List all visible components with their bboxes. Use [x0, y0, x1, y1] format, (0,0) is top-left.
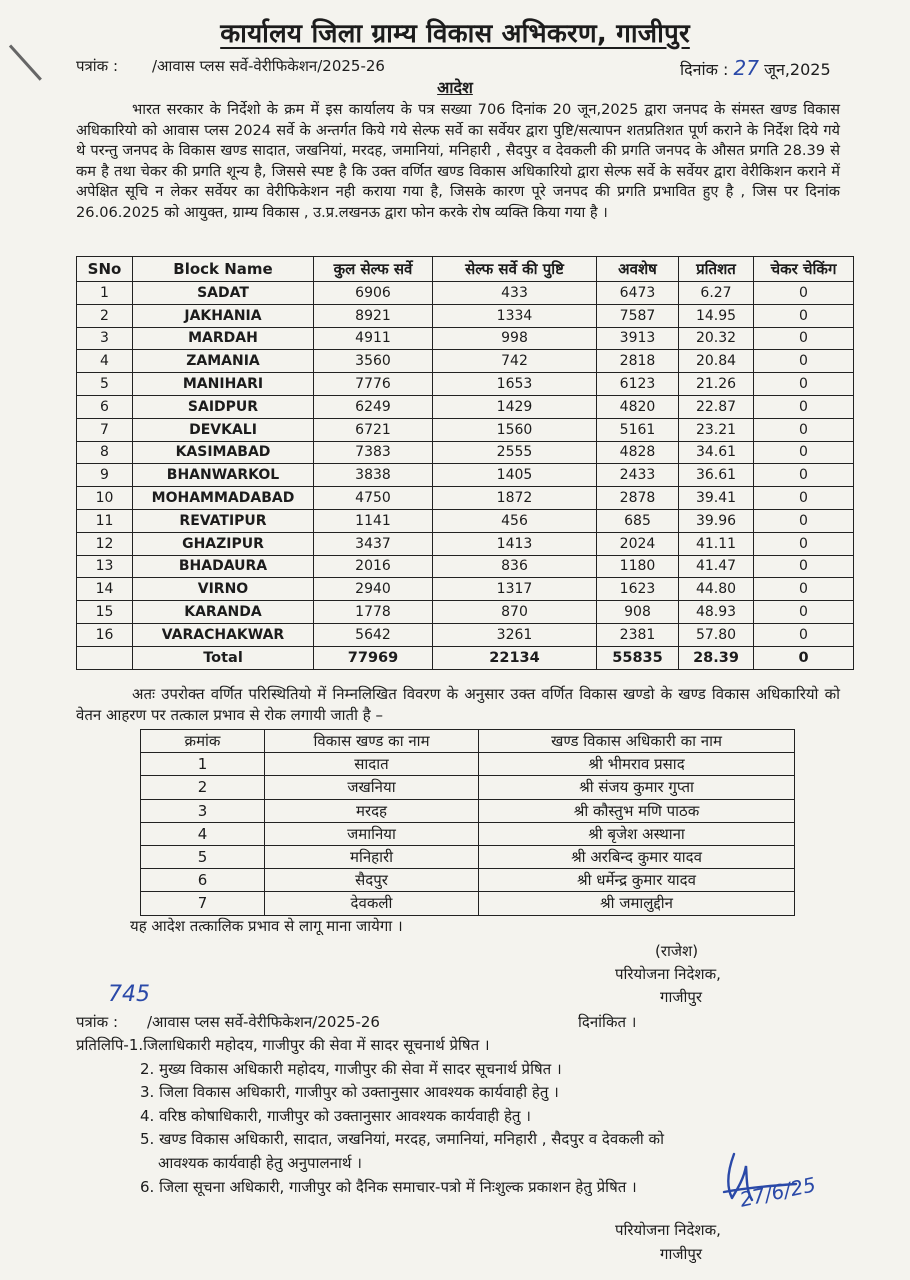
cell-confirmed: 1429: [433, 395, 597, 418]
total-row: [77, 646, 854, 669]
cell-sno: 10: [77, 487, 133, 510]
table-row: [77, 418, 854, 441]
handwritten-date: 27/6/25: [737, 1172, 818, 1212]
bdo-cell-block: देवकली: [265, 892, 479, 915]
cell-checker: 0: [754, 304, 854, 327]
dinank-month-year: जून,2025: [764, 60, 831, 79]
bdo-col-block: विकास खण्ड का नाम: [265, 730, 479, 753]
cell-confirmed: 1872: [433, 487, 597, 510]
cell-block-name: DEVKALI: [133, 418, 314, 441]
cell-checker: 0: [754, 509, 854, 532]
bdo-cell-officer: श्री कौस्तुभ मणि पाठक: [479, 799, 795, 822]
cell-percent: 21.26: [679, 373, 754, 396]
bdo-cell-block: सैदपुर: [265, 869, 479, 892]
bdo-row: [141, 845, 795, 868]
total-checker: 0: [754, 646, 854, 669]
table-row: [77, 555, 854, 578]
progress-table: [76, 256, 854, 670]
cell-block-name: MOHAMMADABAD: [133, 487, 314, 510]
cell-confirmed: 1413: [433, 532, 597, 555]
total-label: Total: [133, 646, 314, 669]
cell-confirmed: 998: [433, 327, 597, 350]
cell-block-name: MARDAH: [133, 327, 314, 350]
signature2-place: गाजीपुर: [660, 1245, 703, 1263]
cell-percent: 41.47: [679, 555, 754, 578]
copy-item-2: 2. मुख्य विकास अधिकारी महोदय, गाजीपुर की सेवा में सादर सूचनार्थ प्रेषित ।: [140, 1059, 562, 1078]
cell-remaining: 7587: [597, 304, 679, 327]
cell-confirmed: 3261: [433, 623, 597, 646]
cell-percent: 6.27: [679, 282, 754, 305]
cell-percent: 44.80: [679, 578, 754, 601]
bdo-col-serial: क्रमांक: [141, 730, 265, 753]
col-sno: SNo: [77, 257, 133, 282]
col-checker: चेकर चेकिंग: [754, 257, 854, 282]
bdo-table-body: [141, 753, 795, 915]
table-row: [77, 282, 854, 305]
cell-checker: 0: [754, 441, 854, 464]
cell-percent: 22.87: [679, 395, 754, 418]
cell-percent: 57.80: [679, 623, 754, 646]
cell-remaining: 5161: [597, 418, 679, 441]
cell-block-name: REVATIPUR: [133, 509, 314, 532]
cell-percent: 41.11: [679, 532, 754, 555]
cell-remaining: 6473: [597, 282, 679, 305]
col-block-name: Block Name: [133, 257, 314, 282]
bdo-cell-block: जमानिया: [265, 822, 479, 845]
cell-block-name: GHAZIPUR: [133, 532, 314, 555]
bdo-cell-serial: 2: [141, 776, 265, 799]
dispatch-patrank-value: /आवास प्लस सर्वे-वेरीफिकेशन/2025-26: [147, 1013, 380, 1031]
effect-line: यह आदेश तत्कालिक प्रभाव से लागू माना जायेगा ।: [130, 917, 403, 935]
table-row: [77, 509, 854, 532]
bdo-cell-officer: श्री संजय कुमार गुप्ता: [479, 776, 795, 799]
cell-percent: 20.84: [679, 350, 754, 373]
cell-confirmed: 1405: [433, 464, 597, 487]
cell-block-name: KARANDA: [133, 601, 314, 624]
bdo-cell-serial: 3: [141, 799, 265, 822]
cell-percent: 39.96: [679, 509, 754, 532]
dispatch-number-handwritten: 745: [108, 982, 150, 1007]
cell-confirmed: 870: [433, 601, 597, 624]
table-row: [77, 304, 854, 327]
cell-sno: 4: [77, 350, 133, 373]
patrank-label: पत्रांक :: [76, 57, 119, 75]
cell-sno: 1: [77, 282, 133, 305]
bdo-cell-serial: 1: [141, 753, 265, 776]
dispatch-patrank-label: पत्रांक :: [76, 1013, 119, 1031]
cell-remaining: 1623: [597, 578, 679, 601]
bdo-table: [140, 729, 795, 916]
bdo-cell-officer: श्री जमालुद्दीन: [479, 892, 795, 915]
cell-total-survey: 4911: [314, 327, 433, 350]
cell-remaining: 4828: [597, 441, 679, 464]
cell-checker: 0: [754, 418, 854, 441]
order-heading: आदेश: [437, 78, 473, 97]
copy-item-5-continued: आवश्यक कार्यवाही हेतु अनुपालनार्थ ।: [158, 1153, 362, 1172]
cell-confirmed: 1560: [433, 418, 597, 441]
cell-remaining: 2878: [597, 487, 679, 510]
table-row: [77, 327, 854, 350]
cell-sno: 11: [77, 509, 133, 532]
bdo-row: [141, 869, 795, 892]
cell-block-name: JAKHANIA: [133, 304, 314, 327]
office-title: कार्यालय जिला ग्राम्य विकास अभिकरण, गाजीपुर: [220, 19, 690, 49]
bdo-cell-serial: 7: [141, 892, 265, 915]
bdo-cell-serial: 5: [141, 845, 265, 868]
signature1-place: गाजीपुर: [660, 988, 703, 1006]
cell-confirmed: 1334: [433, 304, 597, 327]
table-row: [77, 532, 854, 555]
cell-sno: 7: [77, 418, 133, 441]
cell-remaining: 2024: [597, 532, 679, 555]
col-remaining: अवशेष: [597, 257, 679, 282]
copy-item-6: 6. जिला सूचना अधिकारी, गाजीपुर को दैनिक समाचार-पत्रो में निःशुल्क प्रकाशन हेतु प्रेषित ।: [140, 1177, 637, 1196]
cell-percent: 20.32: [679, 327, 754, 350]
progress-table-header: [77, 257, 854, 282]
col-confirmed: सेल्फ सर्वे की पुष्टि: [433, 257, 597, 282]
cell-confirmed: 433: [433, 282, 597, 305]
cell-remaining: 6123: [597, 373, 679, 396]
total-remaining: 55835: [597, 646, 679, 669]
cell-confirmed: 456: [433, 509, 597, 532]
patrank-value: /आवास प्लस सर्वे-वेरीफिकेशन/2025-26: [152, 57, 385, 75]
cell-sno: 5: [77, 373, 133, 396]
cell-percent: 34.61: [679, 441, 754, 464]
cell-total-survey: 7776: [314, 373, 433, 396]
bdo-row: [141, 753, 795, 776]
bdo-cell-officer: श्री धर्मेन्द्र कुमार यादव: [479, 869, 795, 892]
dinank-label: दिनांक :: [680, 60, 729, 79]
cell-block-name: ZAMANIA: [133, 350, 314, 373]
table-row: [77, 487, 854, 510]
copy-item-1: प्रतिलिपि-1.जिलाधिकारी महोदय, गाजीपुर की सेवा में सादर सूचनार्थ प्रेषित ।: [76, 1036, 490, 1054]
bdo-row: [141, 799, 795, 822]
cell-confirmed: 1653: [433, 373, 597, 396]
cell-checker: 0: [754, 464, 854, 487]
cell-total-survey: 6906: [314, 282, 433, 305]
salary-stop-paragraph: अतः उपरोक्त वर्णित परिस्थितियो में निम्नलिखित विवरण के अनुसार उक्त वर्णित विकास खण्डो के खण्ड विकास अधिकारियो को वेतन आहरण पर तत्काल प्रभाव से रोक लगायी जाती है –: [76, 685, 840, 724]
table-row: [77, 350, 854, 373]
cell-block-name: SAIDPUR: [133, 395, 314, 418]
order-paragraph: भारत सरकार के निर्देशो के क्रम में इस कार्यालय के पत्र सख्या 706 दिनांक 20 जून,2025 द्वारा जनपद के संमस्त खण्ड विकास अधिकारियो को आवास प्लस 2024 सर्वे के अन्तर्गत किये गये सेल्फ सर्वे का सर्वेयर द्वारा पुष्टि/सत्यापन शतप्रतिशत पूर्ण कराने के निर्देश दिये गये थे परन्तु जनपद के विकास खण्ड सादात, जखनियां, मरदह, जमानियां, मनिहारी , सैदपुर व देवकली की प्रगति जनपद के औसत प्रगति 28.39 से कम है तथा चेकर की प्रगति शून्य है, जिससे स्पष्ट है कि उक्त वर्णित खण्ड विकास अधिकारियो द्वारा सेल्फ सर्वे के सर्वेयर द्वारा वेरीकिशन कराने में अपेक्षित सूचि न लेकर सर्वेयर का वेरीफिकेशन नही कराया गया है, जिसके कारण पूरे जनपद की प्रगति प्रभावित हुए है , जिस पर दिनांक 26.06.2025 को आयुक्त, ग्राम्य विकास , उ.प्र.लखनऊ द्वारा फोन करके रोष व्यक्ति किया गया है ।: [76, 101, 840, 221]
table-row: [77, 601, 854, 624]
cell-sno: 3: [77, 327, 133, 350]
copy-item-5: 5. खण्ड विकास अधिकारी, सादात, जखनियां, मरदह, जमानियां, मनिहारी , सैदपुर व देवकली को: [140, 1130, 664, 1149]
cell-total-survey: 3437: [314, 532, 433, 555]
bdo-cell-officer: श्री भीमराव प्रसाद: [479, 753, 795, 776]
cell-checker: 0: [754, 395, 854, 418]
cell-checker: 0: [754, 373, 854, 396]
total-empty-cell: [77, 646, 133, 669]
cell-sno: 8: [77, 441, 133, 464]
cell-remaining: 2433: [597, 464, 679, 487]
cell-percent: 48.93: [679, 601, 754, 624]
cell-percent: 39.41: [679, 487, 754, 510]
bdo-cell-block: जखनिया: [265, 776, 479, 799]
cell-block-name: VARACHAKWAR: [133, 623, 314, 646]
cell-checker: 0: [754, 623, 854, 646]
col-percent: प्रतिशत: [679, 257, 754, 282]
cell-total-survey: 2016: [314, 555, 433, 578]
cell-block-name: KASIMABAD: [133, 441, 314, 464]
table-row: [77, 578, 854, 601]
cell-total-survey: 3560: [314, 350, 433, 373]
cell-confirmed: 1317: [433, 578, 597, 601]
bdo-col-officer: खण्ड विकास अधिकारी का नाम: [479, 730, 795, 753]
signature1-designation: परियोजना निदेशक,: [615, 965, 721, 983]
col-total-self-survey: कुल सेल्फ सर्वे: [314, 257, 433, 282]
cell-confirmed: 836: [433, 555, 597, 578]
progress-table-body: [77, 282, 854, 670]
total-confirmed: 22134: [433, 646, 597, 669]
bdo-row: [141, 892, 795, 915]
cell-sno: 9: [77, 464, 133, 487]
cell-checker: 0: [754, 282, 854, 305]
cell-total-survey: 7383: [314, 441, 433, 464]
cell-block-name: SADAT: [133, 282, 314, 305]
cell-confirmed: 742: [433, 350, 597, 373]
cell-total-survey: 6249: [314, 395, 433, 418]
copy-item-4: 4. वरिष्ठ कोषाधिकारी, गाजीपुर को उक्तानुसार आवश्यक कार्यवाही हेतु ।: [140, 1106, 531, 1125]
bdo-cell-serial: 4: [141, 822, 265, 845]
cell-total-survey: 8921: [314, 304, 433, 327]
dinank-handwritten-day: 27: [733, 56, 759, 80]
table-row: [77, 373, 854, 396]
dispatch-dinankit: दिनांकित ।: [578, 1013, 637, 1031]
cell-total-survey: 1778: [314, 601, 433, 624]
cell-total-survey: 1141: [314, 509, 433, 532]
bdo-cell-serial: 6: [141, 869, 265, 892]
cell-block-name: VIRNO: [133, 578, 314, 601]
cell-checker: 0: [754, 532, 854, 555]
signature1-name: (राजेश): [655, 942, 699, 960]
cell-remaining: 2381: [597, 623, 679, 646]
cell-sno: 14: [77, 578, 133, 601]
cell-block-name: BHANWARKOL: [133, 464, 314, 487]
bdo-row: [141, 776, 795, 799]
cell-percent: 36.61: [679, 464, 754, 487]
cell-checker: 0: [754, 327, 854, 350]
table-row: [77, 623, 854, 646]
cell-confirmed: 2555: [433, 441, 597, 464]
signature2-designation: परियोजना निदेशक,: [615, 1221, 721, 1239]
cell-sno: 15: [77, 601, 133, 624]
bdo-row: [141, 822, 795, 845]
bdo-cell-block: मनिहारी: [265, 845, 479, 868]
table-row: [77, 395, 854, 418]
total-total-survey: 77969: [314, 646, 433, 669]
cell-remaining: 1180: [597, 555, 679, 578]
cell-total-survey: 6721: [314, 418, 433, 441]
cell-sno: 16: [77, 623, 133, 646]
cell-percent: 14.95: [679, 304, 754, 327]
cell-total-survey: 5642: [314, 623, 433, 646]
table-row: [77, 464, 854, 487]
bdo-cell-officer: श्री बृजेश अस्थाना: [479, 822, 795, 845]
cell-block-name: MANIHARI: [133, 373, 314, 396]
copy-item-3: 3. जिला विकास अधिकारी, गाजीपुर को उक्तानुसार आवश्यक कार्यवाही हेतु ।: [140, 1083, 559, 1102]
table-row: [77, 441, 854, 464]
cell-sno: 6: [77, 395, 133, 418]
cell-total-survey: 2940: [314, 578, 433, 601]
cell-remaining: 2818: [597, 350, 679, 373]
cell-remaining: 908: [597, 601, 679, 624]
cell-remaining: 4820: [597, 395, 679, 418]
cell-checker: 0: [754, 601, 854, 624]
bdo-cell-block: मरदह: [265, 799, 479, 822]
total-percent: 28.39: [679, 646, 754, 669]
cell-remaining: 3913: [597, 327, 679, 350]
cell-percent: 23.21: [679, 418, 754, 441]
cell-checker: 0: [754, 350, 854, 373]
cell-sno: 12: [77, 532, 133, 555]
bdo-cell-officer: श्री अरबिन्द कुमार यादव: [479, 845, 795, 868]
cell-total-survey: 3838: [314, 464, 433, 487]
cell-checker: 0: [754, 555, 854, 578]
cell-checker: 0: [754, 578, 854, 601]
cell-block-name: BHADAURA: [133, 555, 314, 578]
cell-sno: 2: [77, 304, 133, 327]
cell-total-survey: 4750: [314, 487, 433, 510]
cell-remaining: 685: [597, 509, 679, 532]
cell-checker: 0: [754, 487, 854, 510]
cell-sno: 13: [77, 555, 133, 578]
bdo-table-header: [141, 730, 795, 753]
bdo-cell-block: सादात: [265, 753, 479, 776]
